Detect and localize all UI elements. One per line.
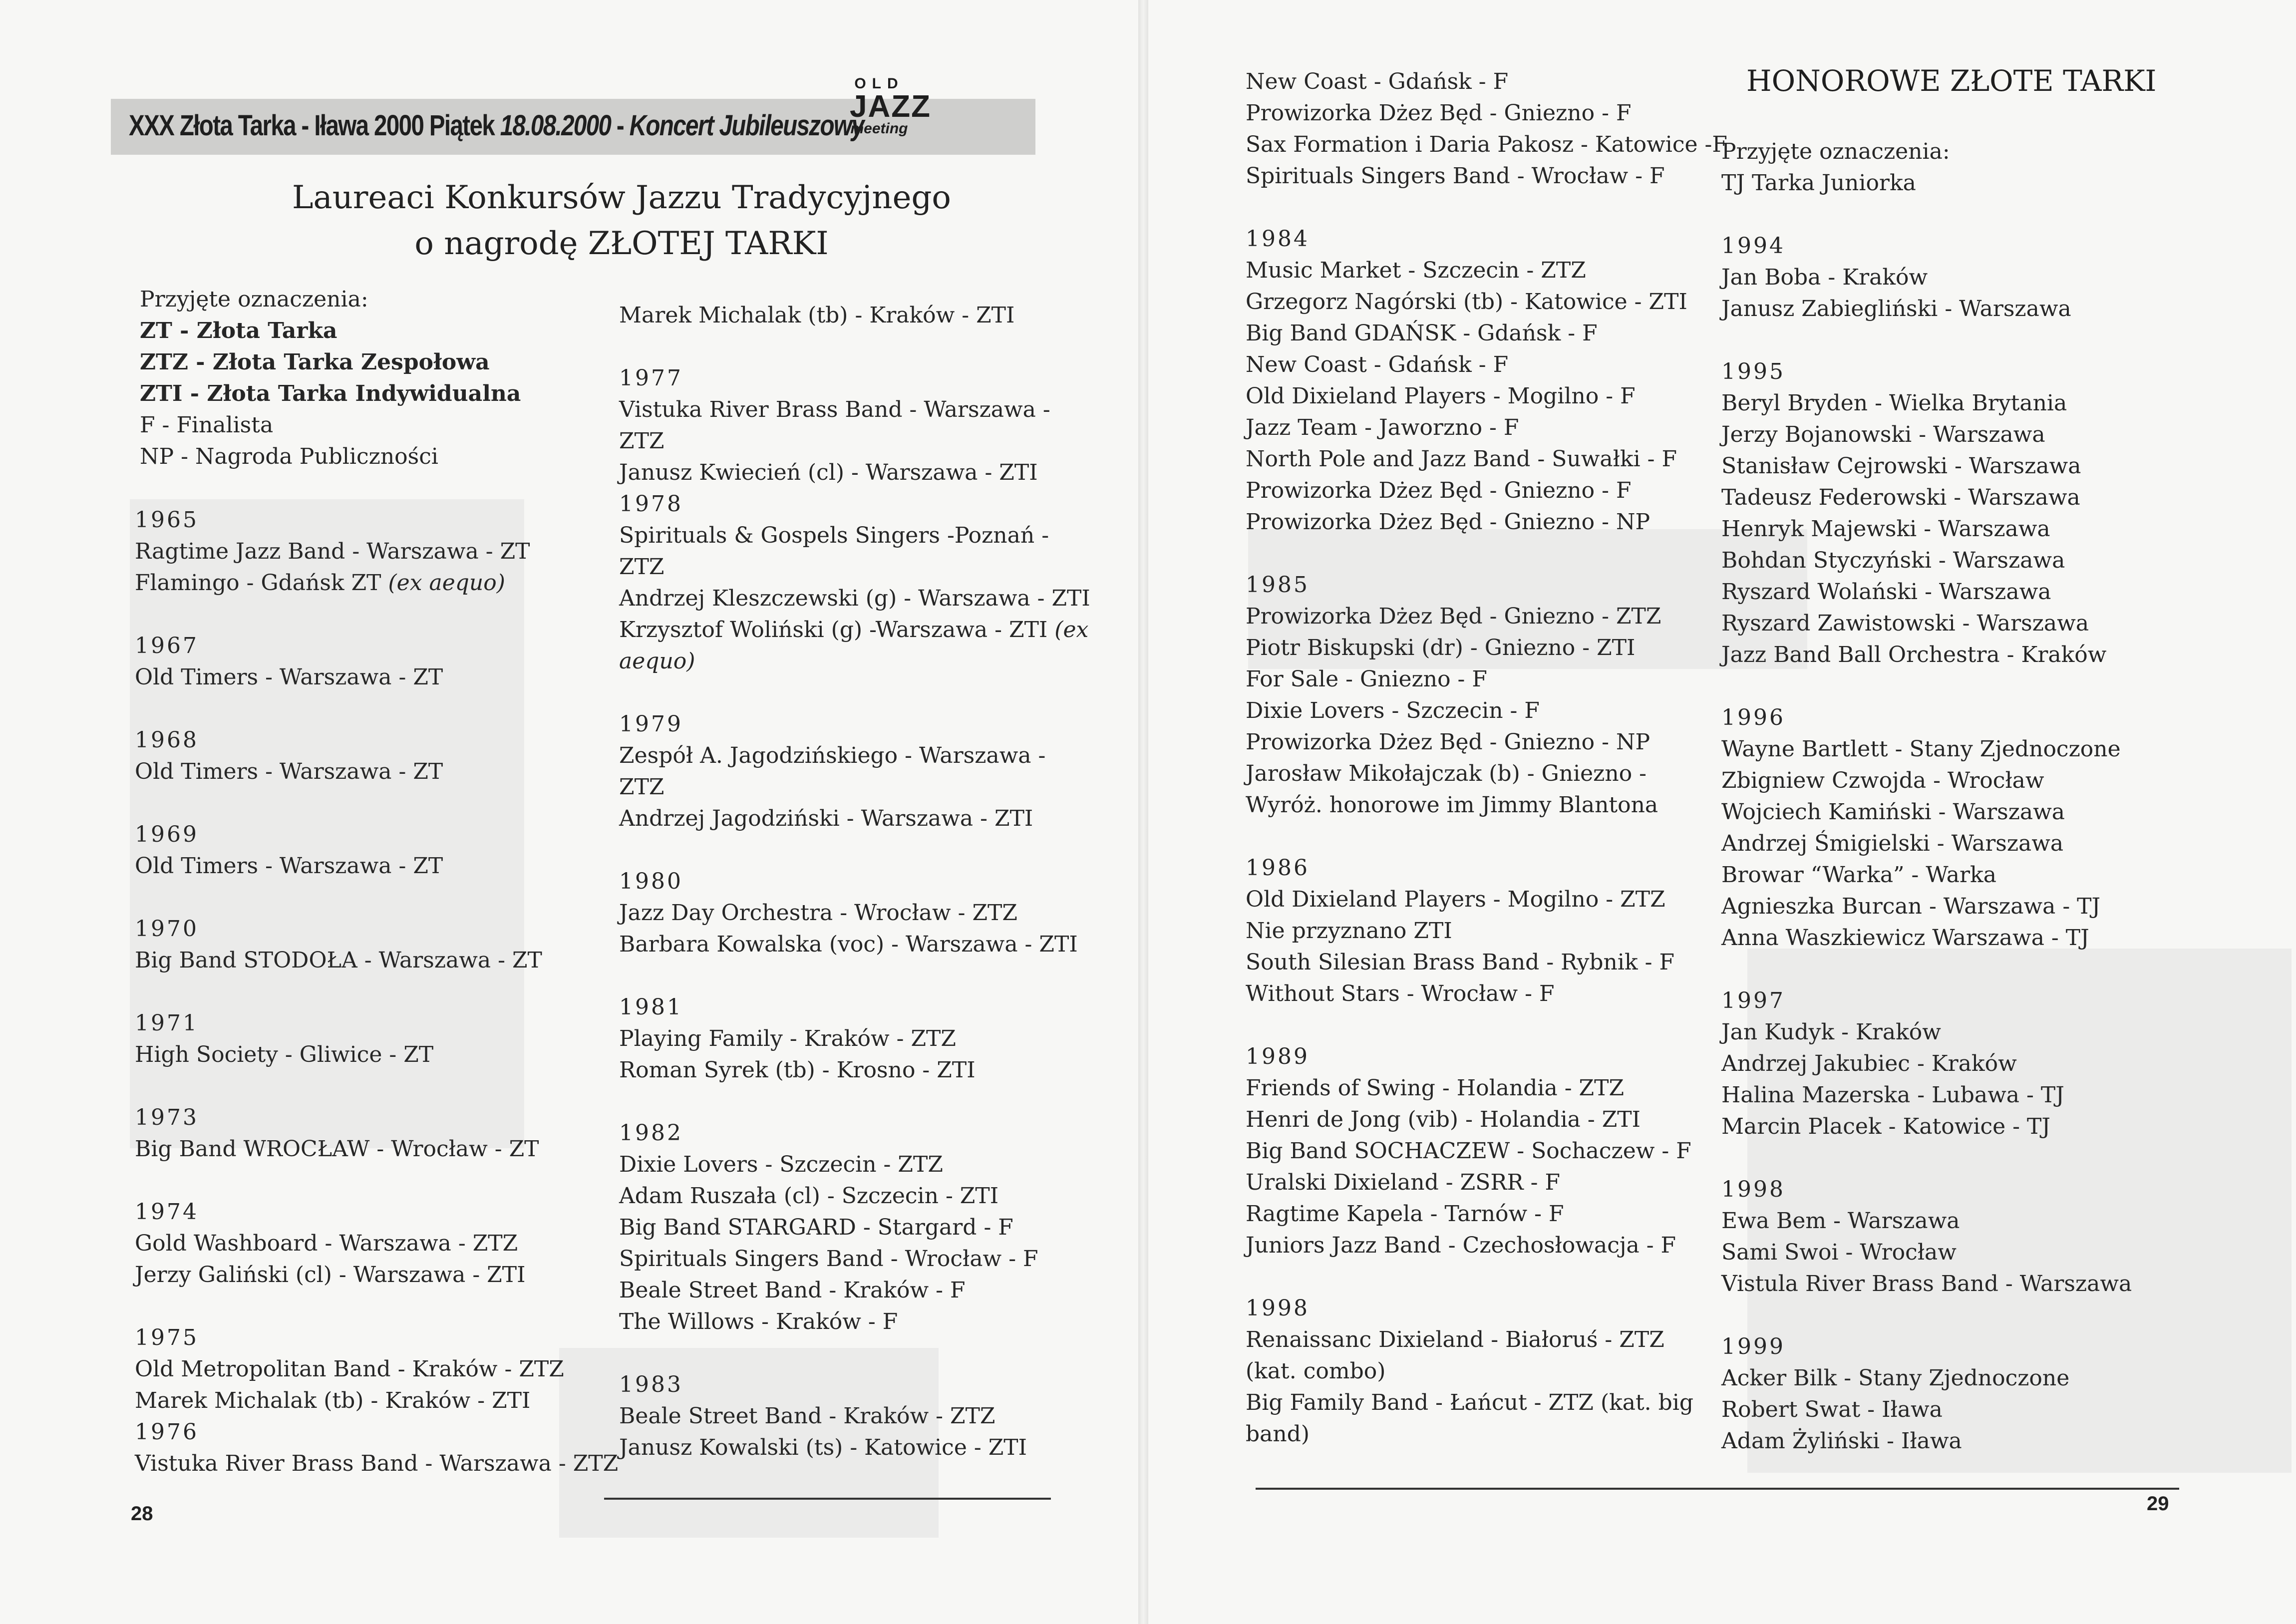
list-item: Jan Boba - Kraków xyxy=(1721,265,1928,290)
year-heading: 1997 xyxy=(1721,988,1785,1013)
list-item: Prowizorka Dżez Będ - Gniezno - ZTZ xyxy=(1246,604,1661,629)
list-item: Marek Michalak (tb) - Kraków - ZTI xyxy=(619,303,1015,328)
list-item: Andrzej Jagodziński - Warszawa - ZTI xyxy=(619,806,1033,831)
list-item: Adam Żyliński - Iława xyxy=(1721,1428,1962,1454)
page-number-left: 28 xyxy=(131,1503,153,1525)
wolinski-entry: Krzysztof Woliński (g) -Warszawa - ZTI xyxy=(619,617,1055,643)
list-item: Acker Bilk - Stany Zjednoczone xyxy=(1721,1365,2070,1391)
list-item: Adam Ruszała (cl) - Szczecin - ZTI xyxy=(619,1183,999,1209)
year-heading: 1976 xyxy=(135,1419,199,1445)
ex-aequo-note: (ex aequo) xyxy=(388,570,505,596)
list-item: Stanisław Cejrowski - Warszawa xyxy=(1721,453,2081,479)
legend-heading: Przyjęte oznaczenia: xyxy=(140,287,368,312)
legend-zt: ZT - Złota Tarka xyxy=(140,318,337,343)
legend xyxy=(140,284,521,472)
year-heading: 1985 xyxy=(1246,572,1310,598)
list-item: Janusz Kowalski (ts) - Katowice - ZTI xyxy=(619,1435,1027,1460)
year-heading: 1980 xyxy=(619,869,683,894)
bottom-rule xyxy=(1256,1488,2179,1490)
list-item: Bohdan Styczyński - Warszawa xyxy=(1721,548,2065,573)
list-item: Old Metropolitan Band - Kraków - ZTZ xyxy=(135,1356,564,1382)
header-text xyxy=(129,106,864,146)
list-item: band) xyxy=(1246,1421,1310,1447)
list-item: Old Dixieland Players - Mogilno - ZTZ xyxy=(1246,887,1665,912)
year-heading: 1970 xyxy=(135,916,199,942)
list-item: Ewa Bem - Warszawa xyxy=(1721,1208,1960,1234)
logo-middle: JAZZ xyxy=(850,89,931,124)
list-item: Prowizorka Dżez Będ - Gniezno - NP xyxy=(1246,729,1650,755)
list-item: Henryk Majewski - Warszawa xyxy=(1721,516,2050,542)
list-item: Piotr Biskupski (dr) - Gniezno - ZTI xyxy=(1246,635,1636,660)
list-item: Zespół A. Jagodzińskiego - Warszawa - xyxy=(619,743,1046,768)
list-item: Ragtime Kapela - Tarnów - F xyxy=(1246,1201,1564,1227)
list-item: Without Stars - Wrocław - F xyxy=(1246,981,1555,1006)
list-item: Andrzej Jakubiec - Kraków xyxy=(1721,1051,2017,1076)
list-item: Wyróż. honorowe im Jimmy Blantona xyxy=(1246,792,1658,818)
list-item: Big Band STARGARD - Stargard - F xyxy=(619,1215,1013,1240)
title-line-2: o nagrodę ZŁOTEJ TARKI xyxy=(414,225,829,262)
left-column-1 xyxy=(135,504,618,1479)
list-item: Spirituals Singers Band - Wrocław - F xyxy=(1246,163,1665,189)
year-heading: 1977 xyxy=(619,365,683,391)
year-heading: 1969 xyxy=(135,822,199,847)
year-heading: 1998 xyxy=(1721,1177,1785,1202)
list-item: Vistuka River Brass Band - Warszawa - xyxy=(619,397,1050,422)
list-item: Spirituals Singers Band - Wrocław - F xyxy=(619,1246,1038,1272)
list-item: Agnieszka Burcan - Warszawa - TJ xyxy=(1721,894,2101,919)
list-item: Robert Swat - Iława xyxy=(1721,1397,1943,1422)
year-heading: 1982 xyxy=(619,1120,683,1146)
list-item: Uralski Dixieland - ZSRR - F xyxy=(1246,1170,1560,1195)
list-item: Browar “Warka” - Warka xyxy=(1721,862,1996,888)
legend-zti: ZTI - Złota Tarka Indywidualna xyxy=(140,381,521,406)
legend-f: F - Finalista xyxy=(140,412,274,438)
list-item: North Pole and Jazz Band - Suwałki - F xyxy=(1246,446,1677,472)
book-gutter xyxy=(1138,0,1148,1624)
flamingo-entry: Flamingo - Gdańsk ZT xyxy=(135,570,388,596)
year-heading: 1965 xyxy=(135,507,199,533)
list-item: Music Market - Szczecin - ZTZ xyxy=(1246,258,1586,283)
ex-aequo-note: aequo) xyxy=(619,649,695,674)
list-item: Barbara Kowalska (voc) - Warszawa - ZTI xyxy=(619,932,1078,957)
list-item: Sami Swoi - Wrocław xyxy=(1721,1240,1957,1265)
year-heading: 1983 xyxy=(619,1372,683,1397)
list-item: Vistula River Brass Band - Warszawa xyxy=(1721,1271,2132,1297)
list-item: Old Timers - Warszawa - ZT xyxy=(135,759,443,784)
list-item: Spirituals & Gospels Singers -Poznań - xyxy=(619,523,1049,548)
logo-top: OLD xyxy=(854,75,904,92)
list-item: Big Band STODOŁA - Warszawa - ZT xyxy=(135,948,542,973)
year-heading: 1968 xyxy=(135,727,199,753)
list-item: Dixie Lovers - Szczecin - F xyxy=(1246,698,1540,723)
list-item: Big Band WROCŁAW - Wrocław - ZT xyxy=(135,1136,539,1162)
list-item: Old Dixieland Players - Mogilno - F xyxy=(1246,383,1636,409)
list-item: Jazz Team - Jaworzno - F xyxy=(1246,415,1519,440)
list-item: Big Band SOCHACZEW - Sochaczew - F xyxy=(1246,1138,1691,1164)
list-item: Old Timers - Warszawa - ZT xyxy=(135,853,443,879)
list-item: Beale Street Band - Kraków - F xyxy=(619,1278,966,1303)
year-heading: 1975 xyxy=(135,1325,199,1350)
list-item: Beryl Bryden - Wielka Brytania xyxy=(1721,390,2067,416)
list-item: The Willows - Kraków - F xyxy=(619,1309,898,1334)
list-item: ZTZ xyxy=(619,774,664,800)
legend-ztz: ZTZ - Złota Tarka Zespołowa xyxy=(140,349,490,375)
list-item: Ragtime Jazz Band - Warszawa - ZT xyxy=(135,539,530,564)
year-heading: 1986 xyxy=(1246,855,1310,881)
list-item: Janusz Kwiecień (cl) - Warszawa - ZTI xyxy=(619,460,1038,485)
list-item: Jazz Band Ball Orchestra - Kraków xyxy=(1721,642,2107,667)
list-item: Andrzej Śmigielski - Warszawa xyxy=(1721,831,2064,856)
header-date: 18.08.2000 xyxy=(500,109,611,142)
list-item: Juniors Jazz Band - Czechosłowacja - F xyxy=(1246,1233,1676,1258)
list-item: ZTZ xyxy=(619,554,664,580)
bottom-rule xyxy=(604,1498,1051,1500)
list-item: Vistuka River Brass Band - Warszawa - ZTZ xyxy=(135,1451,619,1476)
right-column-2 xyxy=(1721,136,2132,1457)
list-item: Jerzy Galiński (cl) - Warszawa - ZTI xyxy=(135,1262,526,1288)
list-item: Jarosław Mikołajczak (b) - Gniezno - xyxy=(1246,761,1647,786)
page-number-right: 29 xyxy=(2147,1493,2169,1515)
list-item: Tadeusz Federowski - Warszawa xyxy=(1721,485,2080,510)
list-item: Jerzy Bojanowski - Warszawa xyxy=(1721,422,2045,447)
year-heading: 1989 xyxy=(1246,1044,1310,1069)
list-item: Big Family Band - Łańcut - ZTZ (kat. big xyxy=(1246,1390,1694,1415)
list-item: Dixie Lovers - Szczecin - ZTZ xyxy=(619,1152,943,1177)
honorary-legend-heading: Przyjęte oznaczenia: xyxy=(1721,139,1950,164)
honorary-legend-tj: TJ Tarka Juniorka xyxy=(1721,170,1916,196)
list-item: Prowizorka Dżez Będ - Gniezno - F xyxy=(1246,100,1632,126)
list-item: Prowizorka Dżez Będ - Gniezno - F xyxy=(1246,478,1632,503)
list-item: (kat. combo) xyxy=(1246,1358,1386,1384)
list-item xyxy=(135,567,618,599)
list-item: Marcin Placek - Katowice - TJ xyxy=(1721,1114,2050,1139)
list-item: Big Band GDAŃSK - Gdańsk - F xyxy=(1246,321,1598,346)
year-heading: 1971 xyxy=(135,1010,199,1036)
list-item: Friends of Swing - Holandia - ZTZ xyxy=(1246,1075,1625,1101)
year-heading: 1984 xyxy=(1246,226,1310,252)
right-column-1 xyxy=(1246,66,1727,1450)
legend-np: NP - Nagroda Publiczności xyxy=(140,444,438,469)
year-heading: 1974 xyxy=(135,1199,199,1225)
list-item: High Society - Gliwice - ZT xyxy=(135,1042,434,1067)
list-item: New Coast - Gdańsk - F xyxy=(1246,352,1509,377)
list-item: Wayne Bartlett - Stany Zjednoczone xyxy=(1721,736,2121,762)
list-item: Wojciech Kamiński - Warszawa xyxy=(1721,799,2065,825)
title-line-1: Laureaci Konkursów Jazzu Tradycyjnego xyxy=(292,179,951,216)
ex-aequo-note: (ex xyxy=(1054,617,1089,643)
year-heading: 1967 xyxy=(135,633,199,658)
list-item: For Sale - Gniezno - F xyxy=(1246,666,1487,692)
list-item: Roman Syrek (tb) - Krosno - ZTI xyxy=(619,1057,976,1083)
list-item: Nie przyznano ZTI xyxy=(1246,918,1452,944)
header-event: Koncert Jubileuszowy xyxy=(629,109,864,142)
year-heading: 1999 xyxy=(1721,1334,1785,1359)
list-item: New Coast - Gdańsk - F xyxy=(1246,69,1509,94)
list-item: Sax Formation i Daria Pakosz - Katowice -F xyxy=(1246,132,1727,157)
year-heading: 1979 xyxy=(619,711,683,737)
list-item xyxy=(619,614,1090,646)
list-item: Zbigniew Czwojda - Wrocław xyxy=(1721,768,2044,793)
year-heading: 1996 xyxy=(1721,705,1785,730)
header-prefix: XXX Złota Tarka - Iława 2000 Piątek xyxy=(129,109,500,142)
list-item: ZTZ xyxy=(619,428,664,454)
page-title xyxy=(210,175,1033,267)
list-item: Renaissanc Dixieland - Białoruś - ZTZ xyxy=(1246,1327,1664,1352)
year-heading: 1994 xyxy=(1721,233,1785,259)
list-item: Jazz Day Orchestra - Wrocław - ZTZ xyxy=(619,900,1017,926)
list-item: South Silesian Brass Band - Rybnik - F xyxy=(1246,950,1674,975)
list-item: Marek Michalak (tb) - Kraków - ZTI xyxy=(135,1388,531,1413)
list-item: Ryszard Zawistowski - Warszawa xyxy=(1721,611,2089,636)
year-heading: 1995 xyxy=(1721,359,1785,384)
list-item: Old Timers - Warszawa - ZT xyxy=(135,664,443,690)
old-jazz-meeting-logo xyxy=(850,75,931,137)
honorary-title: HONOROWE ZŁOTE TARKI xyxy=(1746,64,2157,98)
logo-bottom: meeting xyxy=(850,120,908,137)
list-item: Jan Kudyk - Kraków xyxy=(1721,1019,1941,1045)
list-item: Andrzej Kleszczewski (g) - Warszawa - ZTI xyxy=(619,586,1090,611)
list-item: Halina Mazerska - Lubawa - TJ xyxy=(1721,1082,2064,1108)
list-item: Beale Street Band - Kraków - ZTZ xyxy=(619,1403,995,1429)
list-item: Playing Family - Kraków - ZTZ xyxy=(619,1026,956,1051)
header-separator: - xyxy=(611,109,630,142)
list-item: Ryszard Wolański - Warszawa xyxy=(1721,579,2051,605)
list-item: Janusz Zabiegliński - Warszawa xyxy=(1721,296,2071,322)
list-item: Grzegorz Nagórski (tb) - Katowice - ZTI xyxy=(1246,289,1687,315)
list-item: Gold Washboard - Warszawa - ZTZ xyxy=(135,1231,518,1256)
year-heading: 1978 xyxy=(619,491,683,517)
year-heading: 1981 xyxy=(619,994,683,1020)
list-item: Anna Waszkiewicz Warszawa - TJ xyxy=(1721,925,2089,951)
year-heading: 1973 xyxy=(135,1105,199,1130)
list-item: Henri de Jong (vib) - Holandia - ZTI xyxy=(1246,1107,1641,1132)
left-column-2 xyxy=(619,300,1090,1463)
list-item: Prowizorka Dżez Będ - Gniezno - NP xyxy=(1246,509,1650,535)
year-heading: 1998 xyxy=(1246,1296,1310,1321)
left-page xyxy=(0,0,1138,1624)
